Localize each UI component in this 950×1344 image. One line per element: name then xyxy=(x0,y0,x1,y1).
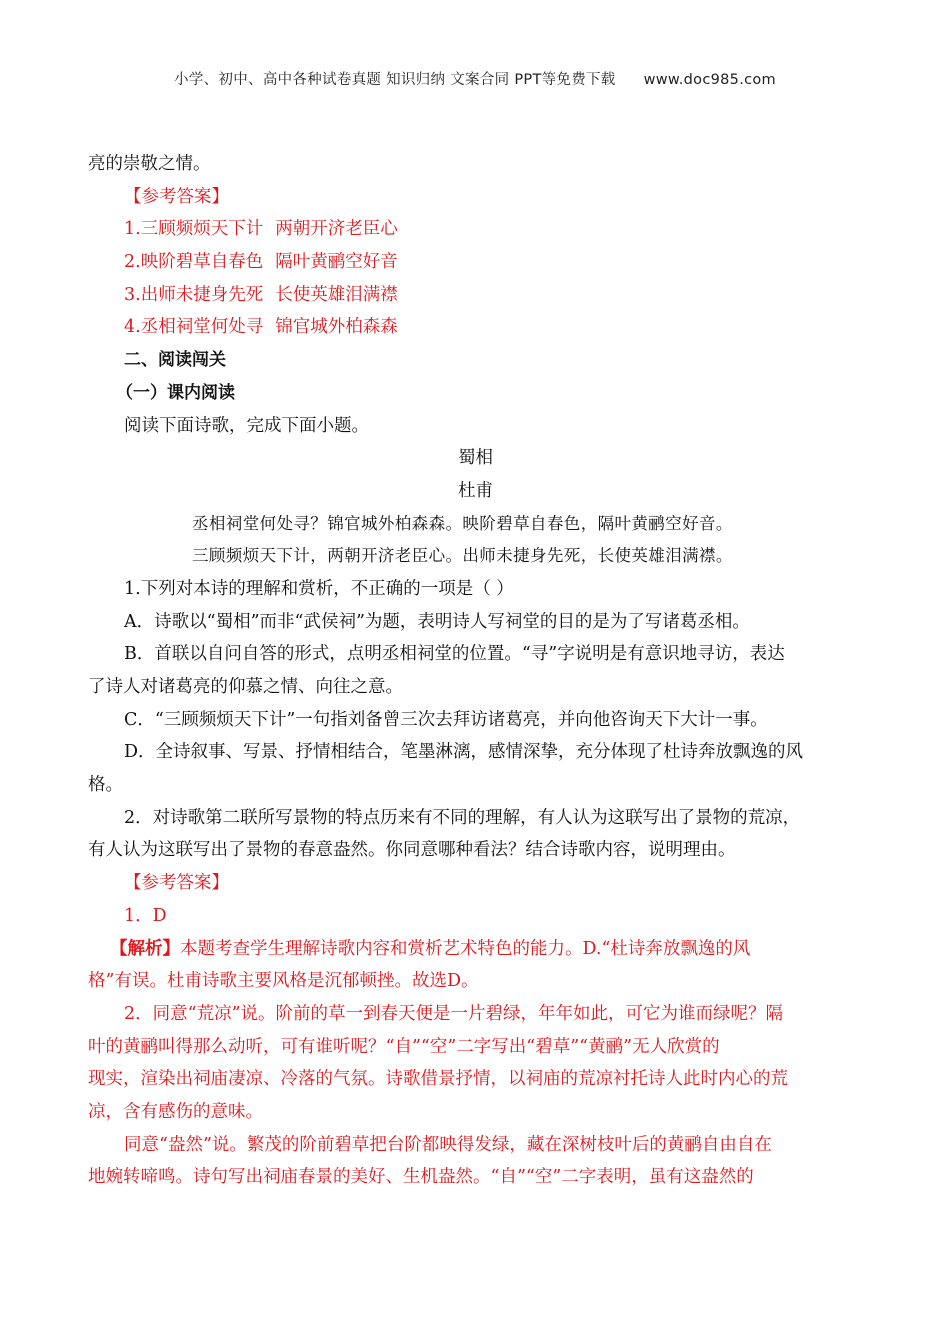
option-d: D．全诗叙事、写景、抒情相结合，笔墨淋漓，感情深挚，充分体现了杜诗奔放飘逸的风 xyxy=(124,742,804,763)
option-a: A．诗歌以“蜀相”而非“武侯祠”为题，表明诗人写祠堂的目的是为了写诸葛丞相。 xyxy=(124,611,750,632)
poem-author: 杜甫 xyxy=(458,480,493,501)
subsection-heading: （一）课内阅读 xyxy=(116,382,235,403)
document-body xyxy=(88,148,863,1194)
question-1-stem: 1.下列对本诗的理解和赏析，不正确的一项是（ ） xyxy=(124,578,514,599)
poem-title: 蜀相 xyxy=(458,448,493,469)
option-c: C．“三顾频烦天下计”一句指刘备曾三次去拜访诸葛亮，并向他咨询天下大计一事。 xyxy=(124,709,768,730)
instruction: 阅读下面诗歌，完成下面小题。 xyxy=(124,415,369,436)
analysis-tag: 【解析】 xyxy=(110,938,180,959)
prev-line: 亮的崇敬之情。 xyxy=(88,154,211,174)
answer-2-line-1: 2．同意“荒凉”说。阶前的草一到春天便是一片碧绿，年年如此，可它为谁而绿呢？隔 xyxy=(124,1003,784,1024)
poem-line-1: 丞相祠堂何处寻？锦官城外柏森森。映阶碧草自春色，隔叶黄鹂空好音。 xyxy=(192,513,733,533)
answer-fill-4: 4.丞相祠堂何处寻 锦官城外柏森森 xyxy=(124,317,398,338)
answer-2-line-6: 地婉转啼鸣。诗句写出祠庙春景的美好、生机盎然。“自”“空”二字表明，虽有这盎然的 xyxy=(88,1167,754,1188)
answer-1: 1．D xyxy=(124,905,167,926)
answer-tag-2: 【参考答案】 xyxy=(124,873,229,894)
page-header xyxy=(0,68,950,89)
question-2: 2．对诗歌第二联所写景物的特点历来有不同的理解，有人认为这联写出了景物的荒凉， xyxy=(124,807,801,828)
option-d-cont: 格。 xyxy=(88,775,123,796)
answer-2-line-5: 同意“盎然”说。繁茂的阶前碧草把台阶都映得发绿，藏在深树枝叶后的黄鹂自由自在 xyxy=(124,1134,772,1155)
option-b-cont: 了诗人对诸葛亮的仰慕之情、向往之意。 xyxy=(88,677,403,697)
answer-2-line-3: 现实，渲染出祠庙凄凉、冷落的气氛。诗歌借景抒情，以祠庙的荒凉衬托诗人此时内心的荒 xyxy=(88,1069,788,1090)
answer-fill-1: 1.三顾频烦天下计 两朝开济老臣心 xyxy=(124,219,398,240)
answer-tag: 【参考答案】 xyxy=(124,186,229,207)
question-2-cont: 有人认为这联写出了景物的春意盎然。你同意哪种看法？结合诗歌内容，说明理由。 xyxy=(88,840,736,861)
answer-fill-3: 3.出师未捷身先死 长使英雄泪满襟 xyxy=(124,284,398,305)
header-text: 小学、初中、高中各种试卷真题 知识归纳 文案合同 PPT等免费下载 xyxy=(174,72,616,88)
analysis-line-2: 格”有误。杜甫诗歌主要风格是沉郁顿挫。故选D。 xyxy=(88,971,479,992)
header-site[interactable]: www.doc985.com xyxy=(643,72,776,88)
answer-2-line-2: 叶的黄鹂叫得那么动听，可有谁听呢？“自”“空”二字写出“碧草”“黄鹂”无人欣赏的 xyxy=(88,1036,720,1057)
analysis-line-1: 【解析】本题考查学生理解诗歌内容和赏析艺术特色的能力。D.“杜诗奔放飘逸的风 xyxy=(110,938,751,959)
answer-fill-2: 2.映阶碧草自春色 隔叶黄鹂空好音 xyxy=(124,252,398,273)
poem-line-2: 三顾频烦天下计，两朝开济老臣心。出师未捷身先死，长使英雄泪满襟。 xyxy=(192,546,733,566)
option-b: B．首联以自问自答的形式，点明丞相祠堂的位置。“寻”字说明是有意识地寻访，表达 xyxy=(124,644,785,665)
answer-2-line-4: 凉，含有感伤的意味。 xyxy=(88,1101,263,1122)
section-heading: 二、阅读闯关 xyxy=(124,350,226,371)
